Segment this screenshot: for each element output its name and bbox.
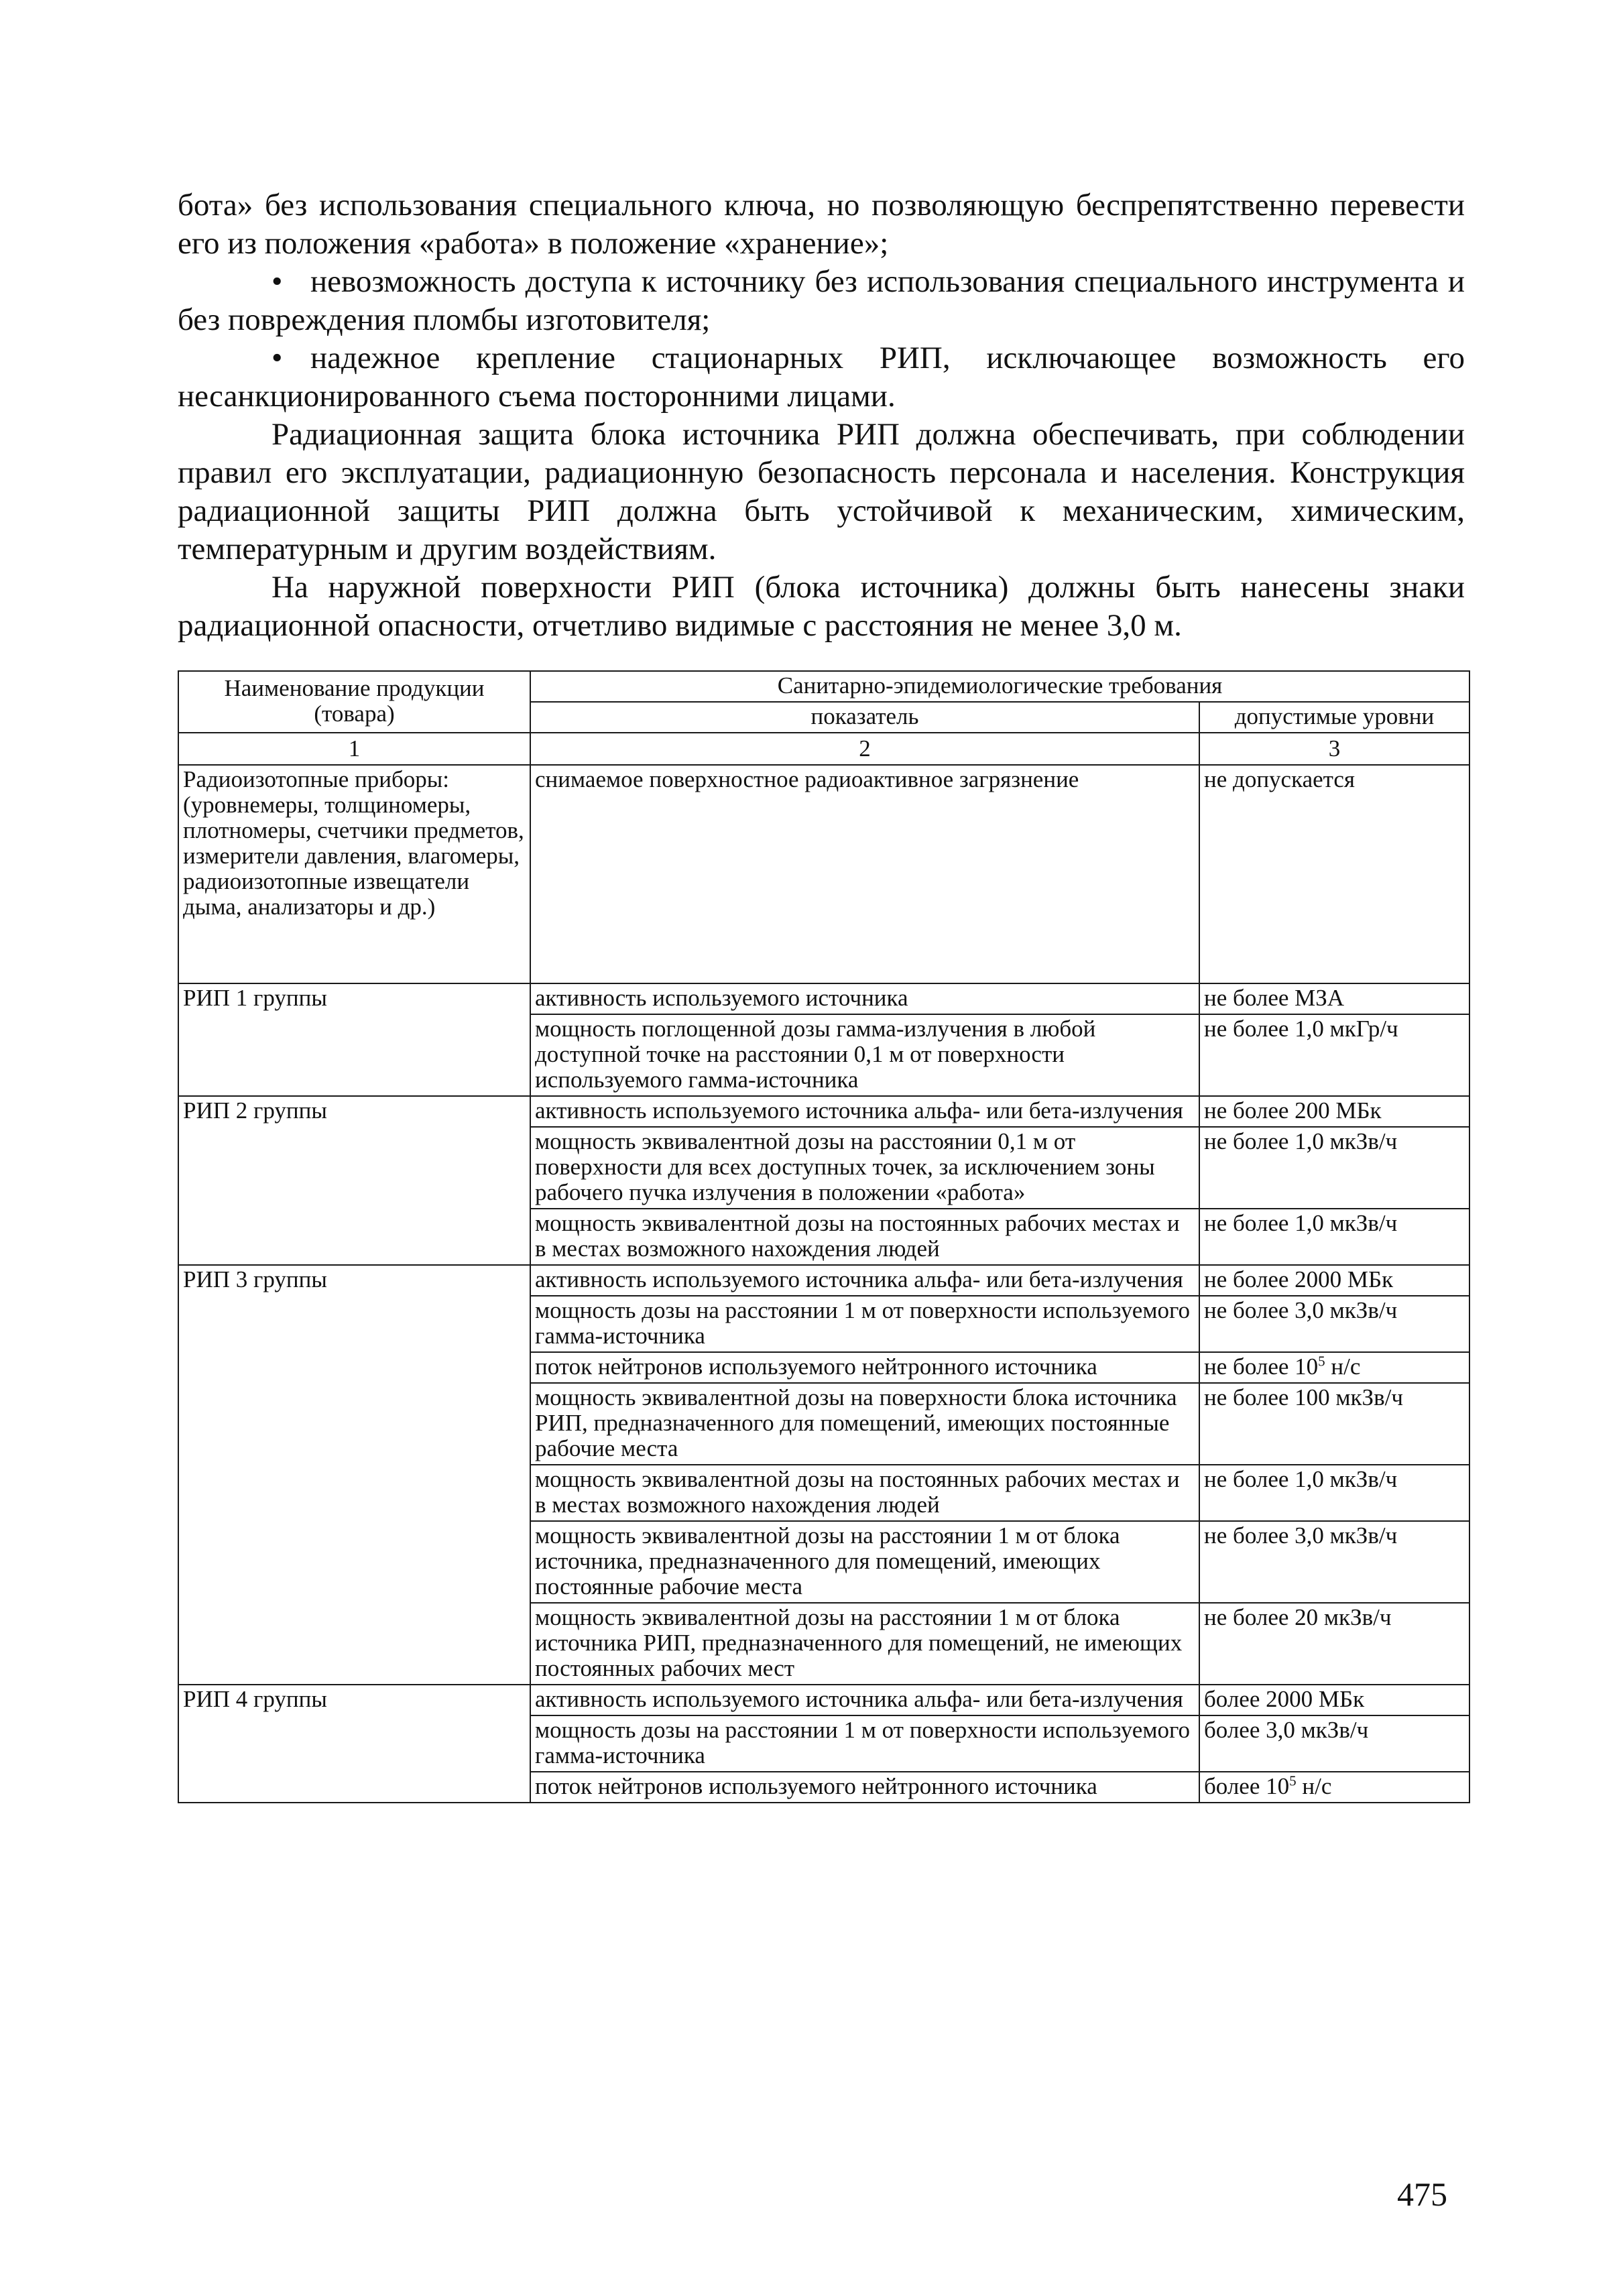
- level-unit: н/с: [1296, 1773, 1332, 1799]
- indicator-cell: снимаемое поверхностное радиоактивное загрязнение: [530, 765, 1199, 983]
- column-number: 3: [1199, 733, 1469, 765]
- bullet-icon: •: [272, 264, 283, 299]
- paragraph: На наружной поверхности РИП (блока источника) должны быть нанесены знаки радиационной опасности, отчетливо видимые с расстояния не менее 3,0 м.: [178, 570, 1465, 643]
- indicator-cell: мощность эквивалентной дозы на расстоянии 0,1 м от поверхности для всех доступных точек, за исключением зоны рабочего пучка излучения в положении «работа»: [530, 1127, 1199, 1209]
- table-row: [178, 983, 1469, 1014]
- level-cell: не более 1,0 мкЗв/ч: [1199, 1465, 1469, 1521]
- column-number-row: [178, 733, 1469, 765]
- table-row: [178, 765, 1469, 983]
- indicator-cell: мощность эквивалентной дозы на расстоянии 1 м от блока источника РИП, предназначенного для помещений, не имеющих постоянных рабочих мест: [530, 1603, 1199, 1685]
- level-cell: не допускается: [1199, 765, 1469, 983]
- level-cell: не более 1,0 мкЗв/ч: [1199, 1209, 1469, 1265]
- paragraph: Радиационная защита блока источника РИП должна обеспечивать, при соблюдении правил его эксплуатации, радиационную безопасность персонала и населения. Конструкция радиационной защиты РИП должна быть устойчивой к механическим, химическим, температурным и другим воздействиям.: [178, 417, 1465, 566]
- table-row: [178, 1096, 1469, 1127]
- header-product: Наименование продукции (товара): [178, 671, 530, 733]
- level-exponent: 5: [1318, 1353, 1325, 1370]
- bullet-icon: •: [272, 341, 283, 375]
- header-indicator: показатель: [530, 702, 1199, 733]
- level-cell: не более 3,0 мкЗв/ч: [1199, 1296, 1469, 1352]
- indicator-cell: мощность эквивалентной дозы на постоянных рабочих местах и в местах возможного нахождения людей: [530, 1465, 1199, 1521]
- indicator-cell: мощность эквивалентной дозы на постоянных рабочих местах и в местах возможного нахождения людей: [530, 1209, 1199, 1265]
- indicator-cell: поток нейтронов используемого нейтронного источника: [530, 1772, 1199, 1803]
- level-cell: не более 3,0 мкЗв/ч: [1199, 1521, 1469, 1603]
- indicator-cell: мощность поглощенной дозы гамма-излучения в любой доступной точке на расстоянии 0,1 м от поверхности используемого гамма-источника: [530, 1014, 1199, 1096]
- column-number: 1: [178, 733, 530, 765]
- level-cell: более 2000 МБк: [1199, 1685, 1469, 1715]
- indicator-cell: поток нейтронов используемого нейтронного источника: [530, 1352, 1199, 1383]
- level-cell: [1199, 1352, 1469, 1383]
- column-number: 2: [530, 733, 1199, 765]
- level-cell: не более 1,0 мкГр/ч: [1199, 1014, 1469, 1096]
- indicator-cell: активность используемого источника альфа- или бета-излучения: [530, 1096, 1199, 1127]
- level-cell: [1199, 1772, 1469, 1803]
- product-cell: РИП 1 группы: [178, 983, 530, 1096]
- indicator-cell: мощность дозы на расстоянии 1 м от поверхности используемого гамма-источника: [530, 1715, 1199, 1772]
- indicator-cell: мощность эквивалентной дозы на поверхности блока источника РИП, предназначенного для помещений, имеющих постоянные рабочие места: [530, 1383, 1199, 1465]
- paragraph: бота» без использования специального ключа, но позволяющую беспрепятственно перевести его из положения «работа» в положение «хранение»;: [178, 188, 1465, 261]
- indicator-cell: мощность дозы на расстоянии 1 м от поверхности используемого гамма-источника: [530, 1296, 1199, 1352]
- bullet-text: невозможность доступа к источнику без использования специального инструмента и без повреждения пломбы изготовителя;: [178, 264, 1465, 337]
- product-cell: РИП 4 группы: [178, 1685, 530, 1803]
- header-levels: допустимые уровни: [1199, 702, 1469, 733]
- table-row: [178, 1265, 1469, 1296]
- level-text: не более 10: [1204, 1353, 1319, 1380]
- requirements-table: [178, 670, 1470, 1803]
- level-cell: более 3,0 мкЗв/ч: [1199, 1715, 1469, 1772]
- level-exponent: 5: [1289, 1772, 1297, 1789]
- level-cell: не более 200 МБк: [1199, 1096, 1469, 1127]
- product-cell: Радиоизотопные приборы: (уровнемеры, толщиномеры, плотномеры, счетчики предметов, измерители давления, влагомеры, радиоизотопные извещатели дыма, анализаторы и др.): [178, 765, 530, 983]
- product-cell: РИП 2 группы: [178, 1096, 530, 1265]
- indicator-cell: активность используемого источника: [530, 983, 1199, 1014]
- bullet-text: надежное крепление стационарных РИП, исключающее возможность его несанкционированного съема посторонними лицами.: [178, 341, 1465, 414]
- level-cell: не более 1,0 мкЗв/ч: [1199, 1127, 1469, 1209]
- page-number: 475: [1397, 2175, 1447, 2213]
- level-cell: не более МЗА: [1199, 983, 1469, 1014]
- bullet-item: [178, 339, 1465, 416]
- table-row: [178, 1685, 1469, 1715]
- product-cell: РИП 3 группы: [178, 1265, 530, 1685]
- indicator-cell: активность используемого источника альфа- или бета-излучения: [530, 1265, 1199, 1296]
- header-requirements: Санитарно-эпидемиологические требования: [530, 671, 1469, 702]
- indicator-cell: мощность эквивалентной дозы на расстоянии 1 м от блока источника, предназначенного для помещений, имеющих постоянные рабочие места: [530, 1521, 1199, 1603]
- body-text: [178, 186, 1465, 645]
- level-cell: не более 20 мкЗв/ч: [1199, 1603, 1469, 1685]
- level-text: более 10: [1204, 1773, 1290, 1799]
- indicator-cell: активность используемого источника альфа- или бета-излучения: [530, 1685, 1199, 1715]
- level-unit: н/с: [1325, 1353, 1361, 1380]
- level-cell: не более 100 мкЗв/ч: [1199, 1383, 1469, 1465]
- bullet-item: [178, 263, 1465, 339]
- level-cell: не более 2000 МБк: [1199, 1265, 1469, 1296]
- table-header-row: [178, 671, 1469, 702]
